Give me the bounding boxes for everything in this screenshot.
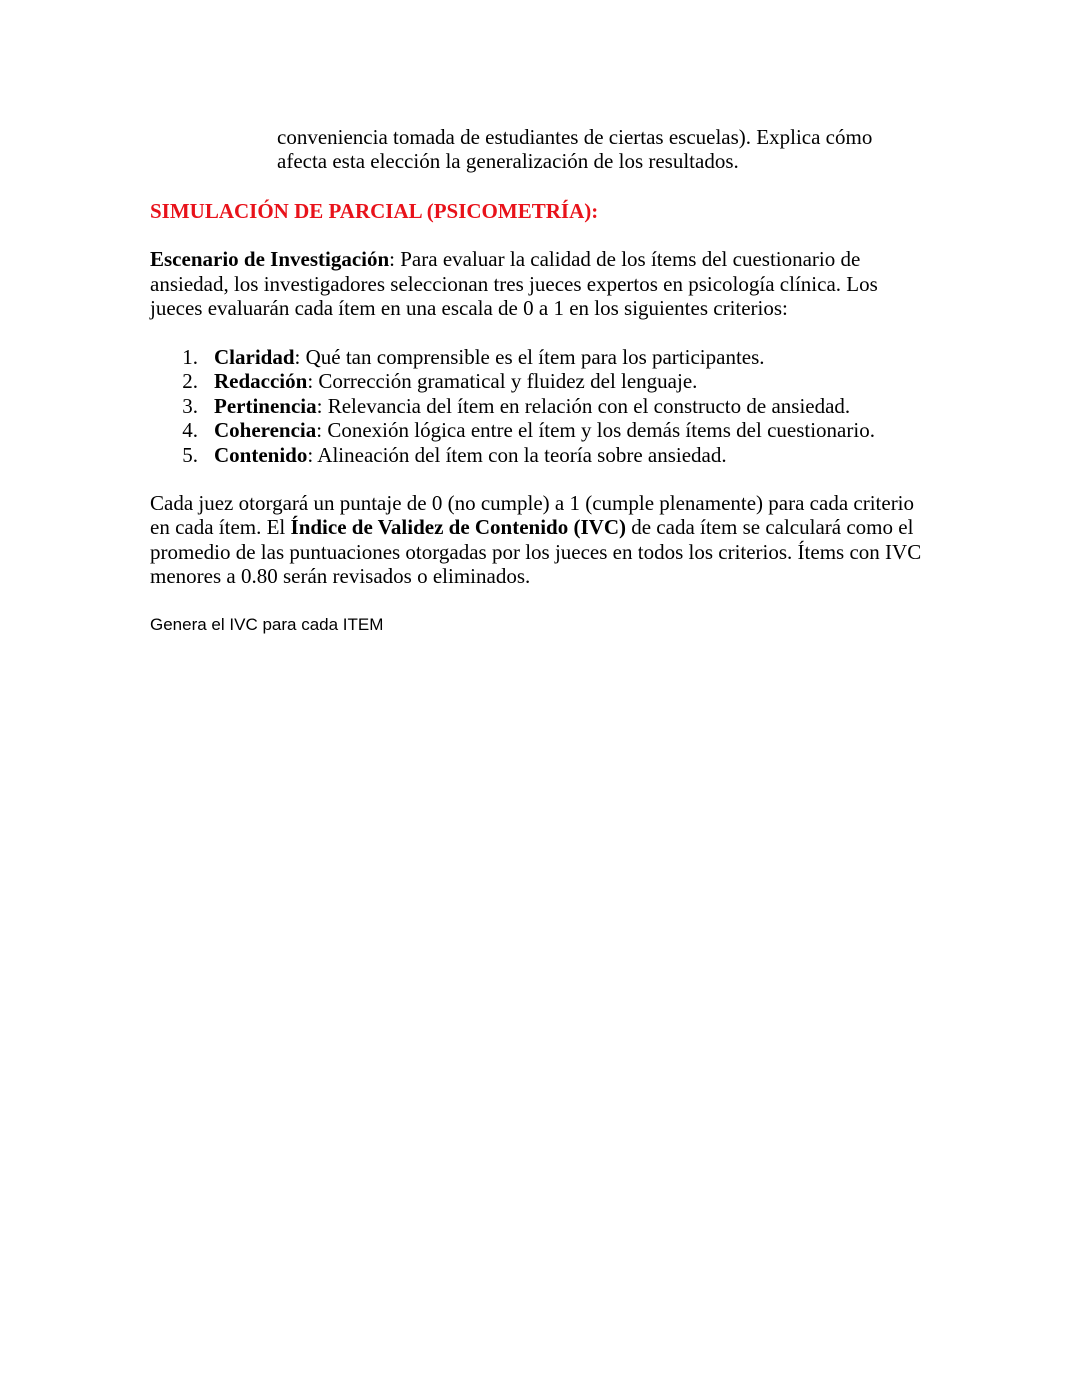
scenario-text: : Para evaluar la calidad de los ítems del cuestionario de	[389, 247, 861, 271]
ivc-term: Índice de Validez de Contenido (IVC)	[290, 515, 626, 540]
scenario-line: ansiedad, los investigadores seleccionan tres jueces expertos en psicología clínica. Los	[150, 271, 878, 296]
criteria-item	[150, 443, 950, 467]
ivc-text: en cada ítem. El	[150, 515, 291, 540]
criteria-list	[150, 345, 950, 467]
ivc-text: de cada ítem se calculará como el	[625, 515, 914, 540]
criteria-description: : Conexión lógica entre el ítem y los demás ítems del cuestionario.	[316, 418, 875, 443]
criteria-item	[150, 418, 950, 442]
criteria-description: : Relevancia del ítem en relación con el constructo de ansiedad.	[316, 393, 851, 418]
criteria-number: 1.	[182, 345, 198, 369]
criteria-item	[150, 369, 950, 393]
ivc-paragraph	[150, 491, 950, 589]
scenario-line	[150, 247, 940, 272]
criteria-number: 2.	[182, 369, 198, 394]
scenario-line: jueces evaluarán cada ítem en una escala de 0 a 1 en los siguientes criterios:	[150, 296, 788, 320]
criteria-item	[150, 394, 950, 418]
scenario-label: Escenario de Investigación	[150, 247, 390, 271]
criteria-term: Pertinencia	[214, 393, 317, 418]
continuation-line: conveniencia tomada de estudiantes de ciertas escuelas). Explica cómo	[277, 125, 873, 149]
section-heading: SIMULACIÓN DE PARCIAL (PSICOMETRÍA):	[150, 199, 599, 223]
criteria-description: : Alineación del ítem con la teoría sobre ansiedad.	[307, 442, 727, 467]
scenario-paragraph	[150, 247, 940, 321]
criteria-description: : Qué tan comprensible es el ítem para los participantes.	[294, 345, 765, 369]
criteria-number: 5.	[182, 442, 198, 467]
criteria-description: : Corrección gramatical y fluidez del lenguaje.	[307, 369, 698, 394]
ivc-line	[150, 515, 950, 539]
ivc-line: promedio de las puntuaciones otorgadas por los jueces en todos los criterios. Ítems con IVC	[150, 539, 922, 564]
criteria-term: Coherencia	[214, 418, 317, 443]
request-note: Genera el IVC para cada ITEM	[150, 615, 384, 634]
ivc-line: menores a 0.80 serán revisados o eliminados.	[150, 564, 531, 589]
criteria-term: Redacción	[214, 369, 308, 394]
criteria-item	[150, 345, 950, 369]
criteria-number: 4.	[182, 418, 198, 443]
criteria-term: Claridad	[214, 345, 295, 369]
criteria-term: Contenido	[214, 442, 308, 467]
continuation-paragraph	[277, 125, 937, 173]
ivc-line: Cada juez otorgará un puntaje de 0 (no cumple) a 1 (cumple plenamente) para cada criterio	[150, 491, 915, 515]
criteria-number: 3.	[182, 393, 198, 418]
continuation-line: afecta esta elección la generalización de los resultados.	[277, 149, 739, 173]
